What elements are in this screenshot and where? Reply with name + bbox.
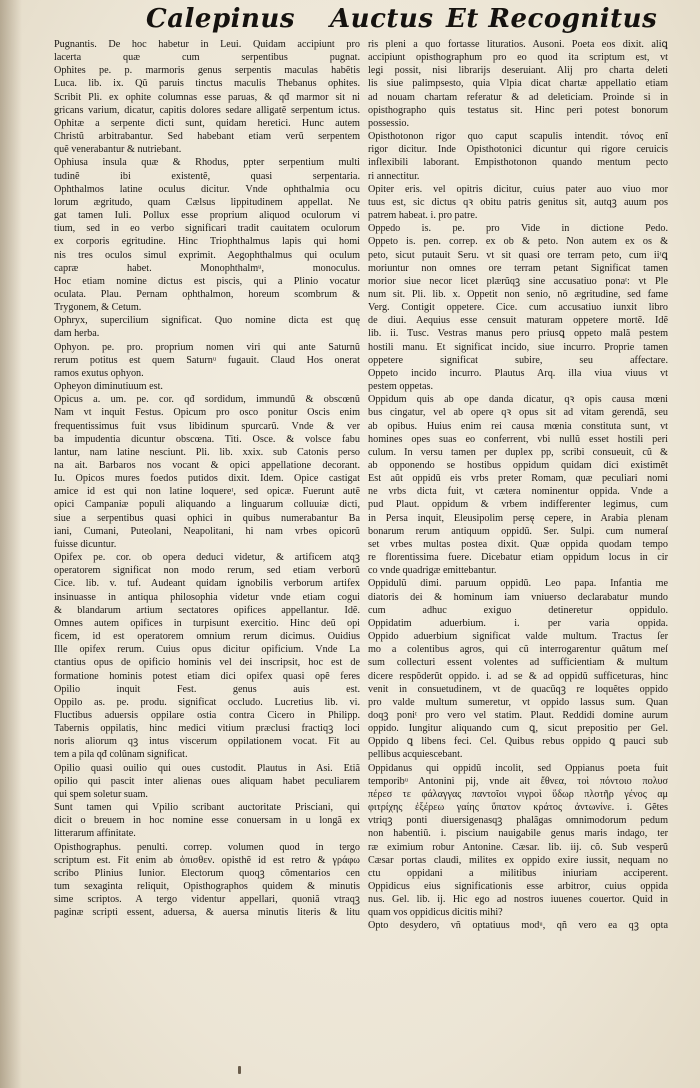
text-line: Christũ arbitrabantur. Sed habebant etiam verũ serpentem [54,131,360,143]
text-line: ba impudentia dicuntur obscœna. Titi. Osce. & volsce fabu [54,433,360,445]
text-line: ris pleni a quo fortasse lituratios. Ausoni. Poeta eos dixit. aliꝗ [368,39,668,50]
text-line: tium, sed in eo verbo significari tradit cauitatem oculorum [54,223,360,235]
text-line: Opifex pe. cor. ob opera deduci videtur, & artificem atqꝫ [54,552,360,564]
text-line: lis siue palimpsesto, quia Vlpia dicat chartæ appellatio etiam [368,78,668,90]
text-line: quam vos oppidicus dicitis mihi? [368,907,503,919]
text-line: lantur, nam latine nesciunt. Pli. lib. xxix. sub Catonis perso [54,446,360,458]
text-line: pro valde multum sumeretur, vt oppido lassus sum. Quan [368,696,668,708]
text-line: culum. In versu tamen per duplex pp, scribi consueuit, cũ & [368,446,668,458]
text-line: ad nouam chartam referatur & ad deleticiam. Proinde si in [368,91,668,103]
text-line: capræ habet. Monophthalmᵘ, monoculus. [54,262,360,274]
text-line: quẽ venerabantur & nutriebant. [54,144,182,156]
text-line: pestem oppetas. [368,381,434,393]
text-line: insinuasse in antiqua philosophia videtur vnde etiam cogui [54,591,360,603]
text-line: num sit. Pli. lib. x. Oppetit non senio, nõ ægritudine, sed fame [368,288,668,300]
text-line: temporibᵘ Antonini pij, vnde ait ἔθνεα, τοὶ πόντοιο πολυσ [368,775,668,787]
left-text-column [54,38,360,1068]
text-line: Tabernis oppilatis, hinc medici vitium præclusi fractiqꝫ loci [54,723,360,735]
text-line: ne vrbs dicta fuit, vt cætera nominentur oppida. Vnde a [368,486,668,498]
text-line: diatoris dei & hominum iam vniuerso declarabatur mundo [368,591,668,603]
text-line: tudinẽ ibi existentẽ, quasi serpentaria. [54,170,360,182]
text-line: Oppidicus eius significationis esse arbitror, cuius oppida [368,881,668,892]
text-line: Ophiusa insula quæ & Rhodus, ppter serpentium multi [54,157,360,169]
text-line: co vnde quadrigæ emittebantur. [368,565,497,577]
text-line: moriuntur non omnes ore terram petant Significat tamen [368,262,668,274]
text-line: oppetere significat subire, seu affectare. [368,354,668,366]
text-line: gricans varium, dicatur, capitis dolores sedare alligatẽ serpentum ictus. [54,104,360,116]
text-line: Hoc etiam nomine dictus est piscis, qui a Plinio vocatur [54,275,360,287]
text-line: opisthographo quis testatus sit. Hinc peri potest bonorum [368,104,668,116]
text-line: cum adhuc exiguo detineretur oppidulo. [368,604,668,616]
text-line: pud Plaut. oppidum & vrbem indifferenter legimus, cum [368,499,668,511]
text-line: legi possit, nisi librarijs deseruiant. Alij pro charta deleti [368,65,668,77]
text-line: Omnes autem opifices in turpisunt exercitio. Hinc deũ opi [54,617,360,629]
text-line: Oppeto is. pen. correp. ex ob & peto. Non autem ex os & [368,236,668,248]
text-line: operatorem significat non modo rerum, sed etiam verborũ [54,565,360,577]
running-head-center: Auctus [330,4,434,34]
text-line: opilio qui pascit inter alienas oues aliquam habet peculiarem [54,775,360,787]
text-line: possessio. [368,117,410,129]
running-head [0,4,700,38]
text-line: Pugnantis. De hoc habetur in Leui. Quidam accipiunt pro [54,39,360,50]
text-line: Opiter eris. vel opitris dicitur, cuius pater auo viuo mor [368,183,668,195]
text-line: sime scriptos. A tergo videntur appellari, quoniã vtraqꝫ [54,894,360,906]
text-line: noris aliorum qꝫ intus viscerum oppilationem vocat. Fit au [54,736,360,748]
text-line: rigor dicitur. Inde Opisthotonici dicuntur qui rigore ceruicis [368,144,668,156]
text-line: Luca. lib. ix. Qũ paruis tinctus maculis Thebanus ophites. [54,78,360,90]
text-line: oculata. Plau. Pernam ophthalmon, horeum scombrum & [54,288,360,300]
text-line: rerum potitus est quem Saturnᵘ fugauit. Claud Hos onerat [54,354,360,366]
text-line: litterarum affinitate. [54,828,136,840]
text-line: Ophthalmos latine oculus dicitur. Vnde ophthalmia ocu [54,183,360,195]
text-line: ræ eximium robur Antonine. Cæsar. lib. iij. cõ. Sub vesperũ [368,841,668,853]
text-line: Iu. Opicos mures foedos putidos dixit. Idem. Opice castigat [54,473,360,485]
text-line: peto, sicut putauit Seru. vt sit quasi ore terram peto, cum iiᵗꝗ [368,249,668,261]
text-line: Est aũt oppidũ eis vrbs preter Romam, quæ peculiari nomi [368,473,668,485]
text-line: lib. ii. Tusc. Vestras manus pero priusꝗ oppeto malã pestem [368,328,668,340]
text-line: doqꝫ poniᵗ pro vero vel statim. Plaut. Reddidi domine aurum [368,709,668,721]
text-line: Oppilo as. pe. produ. significat occludo. Lucretius lib. vi. [54,696,360,708]
right-text-column [368,38,668,1068]
text-line: mo a colentibus agros, qui cũ interrogarentur quãtum meſ [368,644,668,656]
text-line: Cice. lib. v. tuf. Audeant quidam ignobilis verborum artifex [54,578,360,590]
text-line: Fluctibus aduersis oppilare ostia contra Cicero in Philipp. [54,709,360,721]
text-line: patrem habeat. i. pro patre. [368,210,478,222]
text-line: gat tamen Iuli. Pollux esse proprium aliquod oculorum vi [54,210,360,222]
text-line: ab opponendo se hostibus oppidum quidam dici existimẽt [368,460,668,471]
text-line: accipiunt opisthographum pro eo quod ita scriptum est, vt [368,52,668,64]
text-line: tem a pila qđ colũnam significat. [54,749,188,761]
text-line: scriptum est. Fit enim ab ὀπισθεν. opisthẽ id est retro & γράφω [54,854,360,866]
text-line: dam herba. [54,328,100,340]
text-line: bonarum rerum antiquum oppidũ. Ser. Sulpi. cum numeraſ [368,525,668,537]
text-line: na ait. Barbaros nos vocant & opici appellatione decorant. [54,460,360,471]
text-line: qui spem soletur suam. [54,788,148,800]
text-line: Oppidum quis ab ope danda dicatur, qꝛ opis causa mœni [368,394,668,406]
text-line: sum collecturi essent volentes ad sufficientiam & multum [368,657,668,669]
text-line: Ophitæ a serpente dicti sunt, quidam heretici. Hunc autem [54,117,360,129]
text-line: frequentissimus fuit vsus libidinum spurcarũ. Vnde & ver [54,420,360,432]
text-line: dicit o breuem in hoc nomine esse conuersam in u longã ex [54,815,360,827]
text-line: Opicus a. um. pe. cor. qđ sordidum, immundũ & obscœnũ [54,394,360,406]
text-line: Ophyon. pe. pro. proprium nomen viri qui ante Saturnũ [54,341,360,353]
text-line: Trygonem, & Cetum. [54,302,142,314]
text-line: Opisthographus. penulti. correp. volumen quod in tergo [54,841,360,853]
text-line: fuisse dicuntur. [54,538,117,550]
text-line: nus. Gel. lib. ij. Hic ego ad nostros iuuenes couertor. Quid in [368,894,668,906]
text-line: lacerta quæ cum serpentibus pugnat. [54,52,360,64]
text-line: Cæsar portas claudi, milites ex oppido exire iussit, nequam no [368,854,668,866]
text-line: ctantius opus de opificio hominis vel dei inscripsit, hoc est de [54,657,360,669]
text-line: Oppidanus qui oppidũ incolit, sed Oppianus poeta fuit [368,762,668,774]
text-line: in Persa inquit, Eleusipolim persę cepere, in Arabia plenam [368,512,668,524]
text-line: Opilio quasi ouilio qui oues custodit. Plautus in Asi. Etiã [54,762,360,774]
text-line: inflexibili laborant. Empisthotonon quando mentum pecto [368,157,668,169]
text-line: bus cingatur, vel ab opere qꝛ opus sit ad vitam gerendã, seu [368,407,668,419]
text-line: Ille opifex rerum. Cuius opus dicitur opificium. Vnde La [54,644,360,656]
text-line: pellibus acquiescebant. [368,749,463,761]
text-line: ri annectitur. [368,170,420,182]
running-head-right: Et Recognitus [446,4,658,34]
text-line: set vrbes multas postea dixit. Quæ oppida quodam tempo [368,538,668,550]
text-line: ab opibus. Huius enim rei causa mœnia constituta sunt, vt [368,420,668,432]
text-line: iani, Cumani, Puteolani, Neapolitani, hi nam vrbes opicorũ [54,525,360,537]
text-line: de diui. Aequius esse censuit maturam oppetere mortẽ. Idẽ [368,315,668,327]
text-line: vtriqꝫ ponti diuersigenasqꝫ phalãgas omnimodorum pedum [368,815,668,827]
text-line: ficem, id est operatorem omnium rerum dicimus. Ouidius [54,631,360,643]
text-line: oppido. Iungitur aliquando cum ꝗ, sicut prepositio per Gel. [368,723,668,735]
text-line: homines opes suas eo conferrent, vbi nullũ esset hostili peri [368,433,668,445]
text-line: Ophites pe. p. marmoris genus serpentis maculas habẽtis [54,65,360,77]
text-line: Opheyon diminutiuum est. [54,381,163,393]
text-line: πέρεσ τε φάλαγγας παντοῖοι νιγροὶ ὕδωρ πλοτῆρ γένος αμ [368,788,668,800]
text-line: Ophryx, supercilium significat. Quo nomine dicta est quę [54,315,360,327]
text-line: Oppido ꝗ libens feci. Cel. Quibus rebus oppido ꝗ pauci sub [368,736,668,748]
text-line: Oppidatim aduerbium. i. per varia oppida. [368,617,668,629]
text-line: Oppido aduerbium significat valde multum. Tractus ſer [368,631,668,643]
text-line: Opisthotonon rigor quo caput scapulis intendit. τόνος enĩ [368,131,668,143]
text-line: tuus est, sic dictus qꝛ obitu patris genitus sit, autqꝫ auum pos [368,196,668,208]
running-head-left: Calepinus [146,4,295,34]
text-line: tum sexaginta reliquit, Opisthographos quidem & minutis [54,881,360,892]
text-line: dicere respõderũt oppido. i. ad se & ad oppidũ sufficeturas, hinc [368,670,668,682]
text-line: Opto desydero, vñ optatiuus modᵘ, qñ vero ea qꝫ opta [368,920,668,932]
text-line: hostili manu. Et significat incido, siue incurro. Proprie tamen [368,341,668,353]
text-line: ramos exutus ophyon. [54,367,144,379]
text-line: Oppidulũ dimi. paruum oppidũ. Leo papa. Infantia me [368,578,668,590]
text-line: Scribit Pli. ex ophite columnas esse paruas, & qđ marmor sit ni [54,91,360,103]
text-line: φιτρίχης ἐξέρεω γαίης ὕπατον κράτος ἀντωνίνε. i. Gẽtes [368,802,668,814]
text-line: nis tres oculos simul exprimit. Aegophthalmus qui oculum [54,249,360,261]
text-line: morior siue necor licet plærũqꝫ sine accusatiuo ponaᵗ: vt Ple [368,275,668,287]
text-line: Oppeto incido incurro. Plautus Arq. illa viua viuus vt [368,367,668,379]
text-line: non habentiũ. i. piscium nauigabile genus maris indago, ter [368,828,668,840]
text-line: paginæ scripti essent, aduersa, & auersa minutis literis & litu [54,907,360,919]
text-line: lorum ægritudo, quam Cælsus lippitudinem appellat. Ne [54,196,360,208]
text-line: Nam vt inquit Festus. Opicum pro osco ponitur Oscis enim [54,407,360,419]
text-line: venit in consuetudinem, vt de quacũqꝫ re loquẽtes oppido [368,683,668,695]
text-line: & blandarum artium sectatores opifices appellantur. Idẽ. [54,604,360,616]
text-line: Sunt tamen qui Vpilio scribant auctoritate Prisciani, qui [54,802,360,814]
text-line: formatione hominis potest etiam dici opifex quasi opẽ feres [54,670,360,682]
text-line: siue a serpentibus quasi ophici in quibus numerabantur Ba [54,512,360,524]
binding-gutter-shadow [0,0,22,1088]
page-bottom-mark [238,1066,241,1074]
text-line: Verg. Contigit oppetere. Cice. cum accusatiuo iunxit libro [368,302,668,314]
text-line: ex corporis egritudine. Hinc Triophthalmus lapis qui homi [54,236,360,248]
text-line: Oppedo is. pe. pro Vide in dictione Pedo. [368,223,668,235]
text-line: Opilio inquit Fest. genus auis est. [54,683,360,695]
text-line: re florentissima fuere. Dicebatur etiam oppidum locus in cir [368,552,668,564]
text-line: opici Campaniæ populi aliquando a linguarum colluuiæ dicti, [54,499,360,511]
text-line: amice id est qui non latine loquereᵗ, sed opicæ. Fuerunt autẽ [54,486,360,498]
text-line: ctu oppidani a militibus iniuriam acciperent. [368,867,668,879]
text-line: scribo Plinius Iunior. Electorum quoqꝫ cõmentarios cen [54,867,360,879]
